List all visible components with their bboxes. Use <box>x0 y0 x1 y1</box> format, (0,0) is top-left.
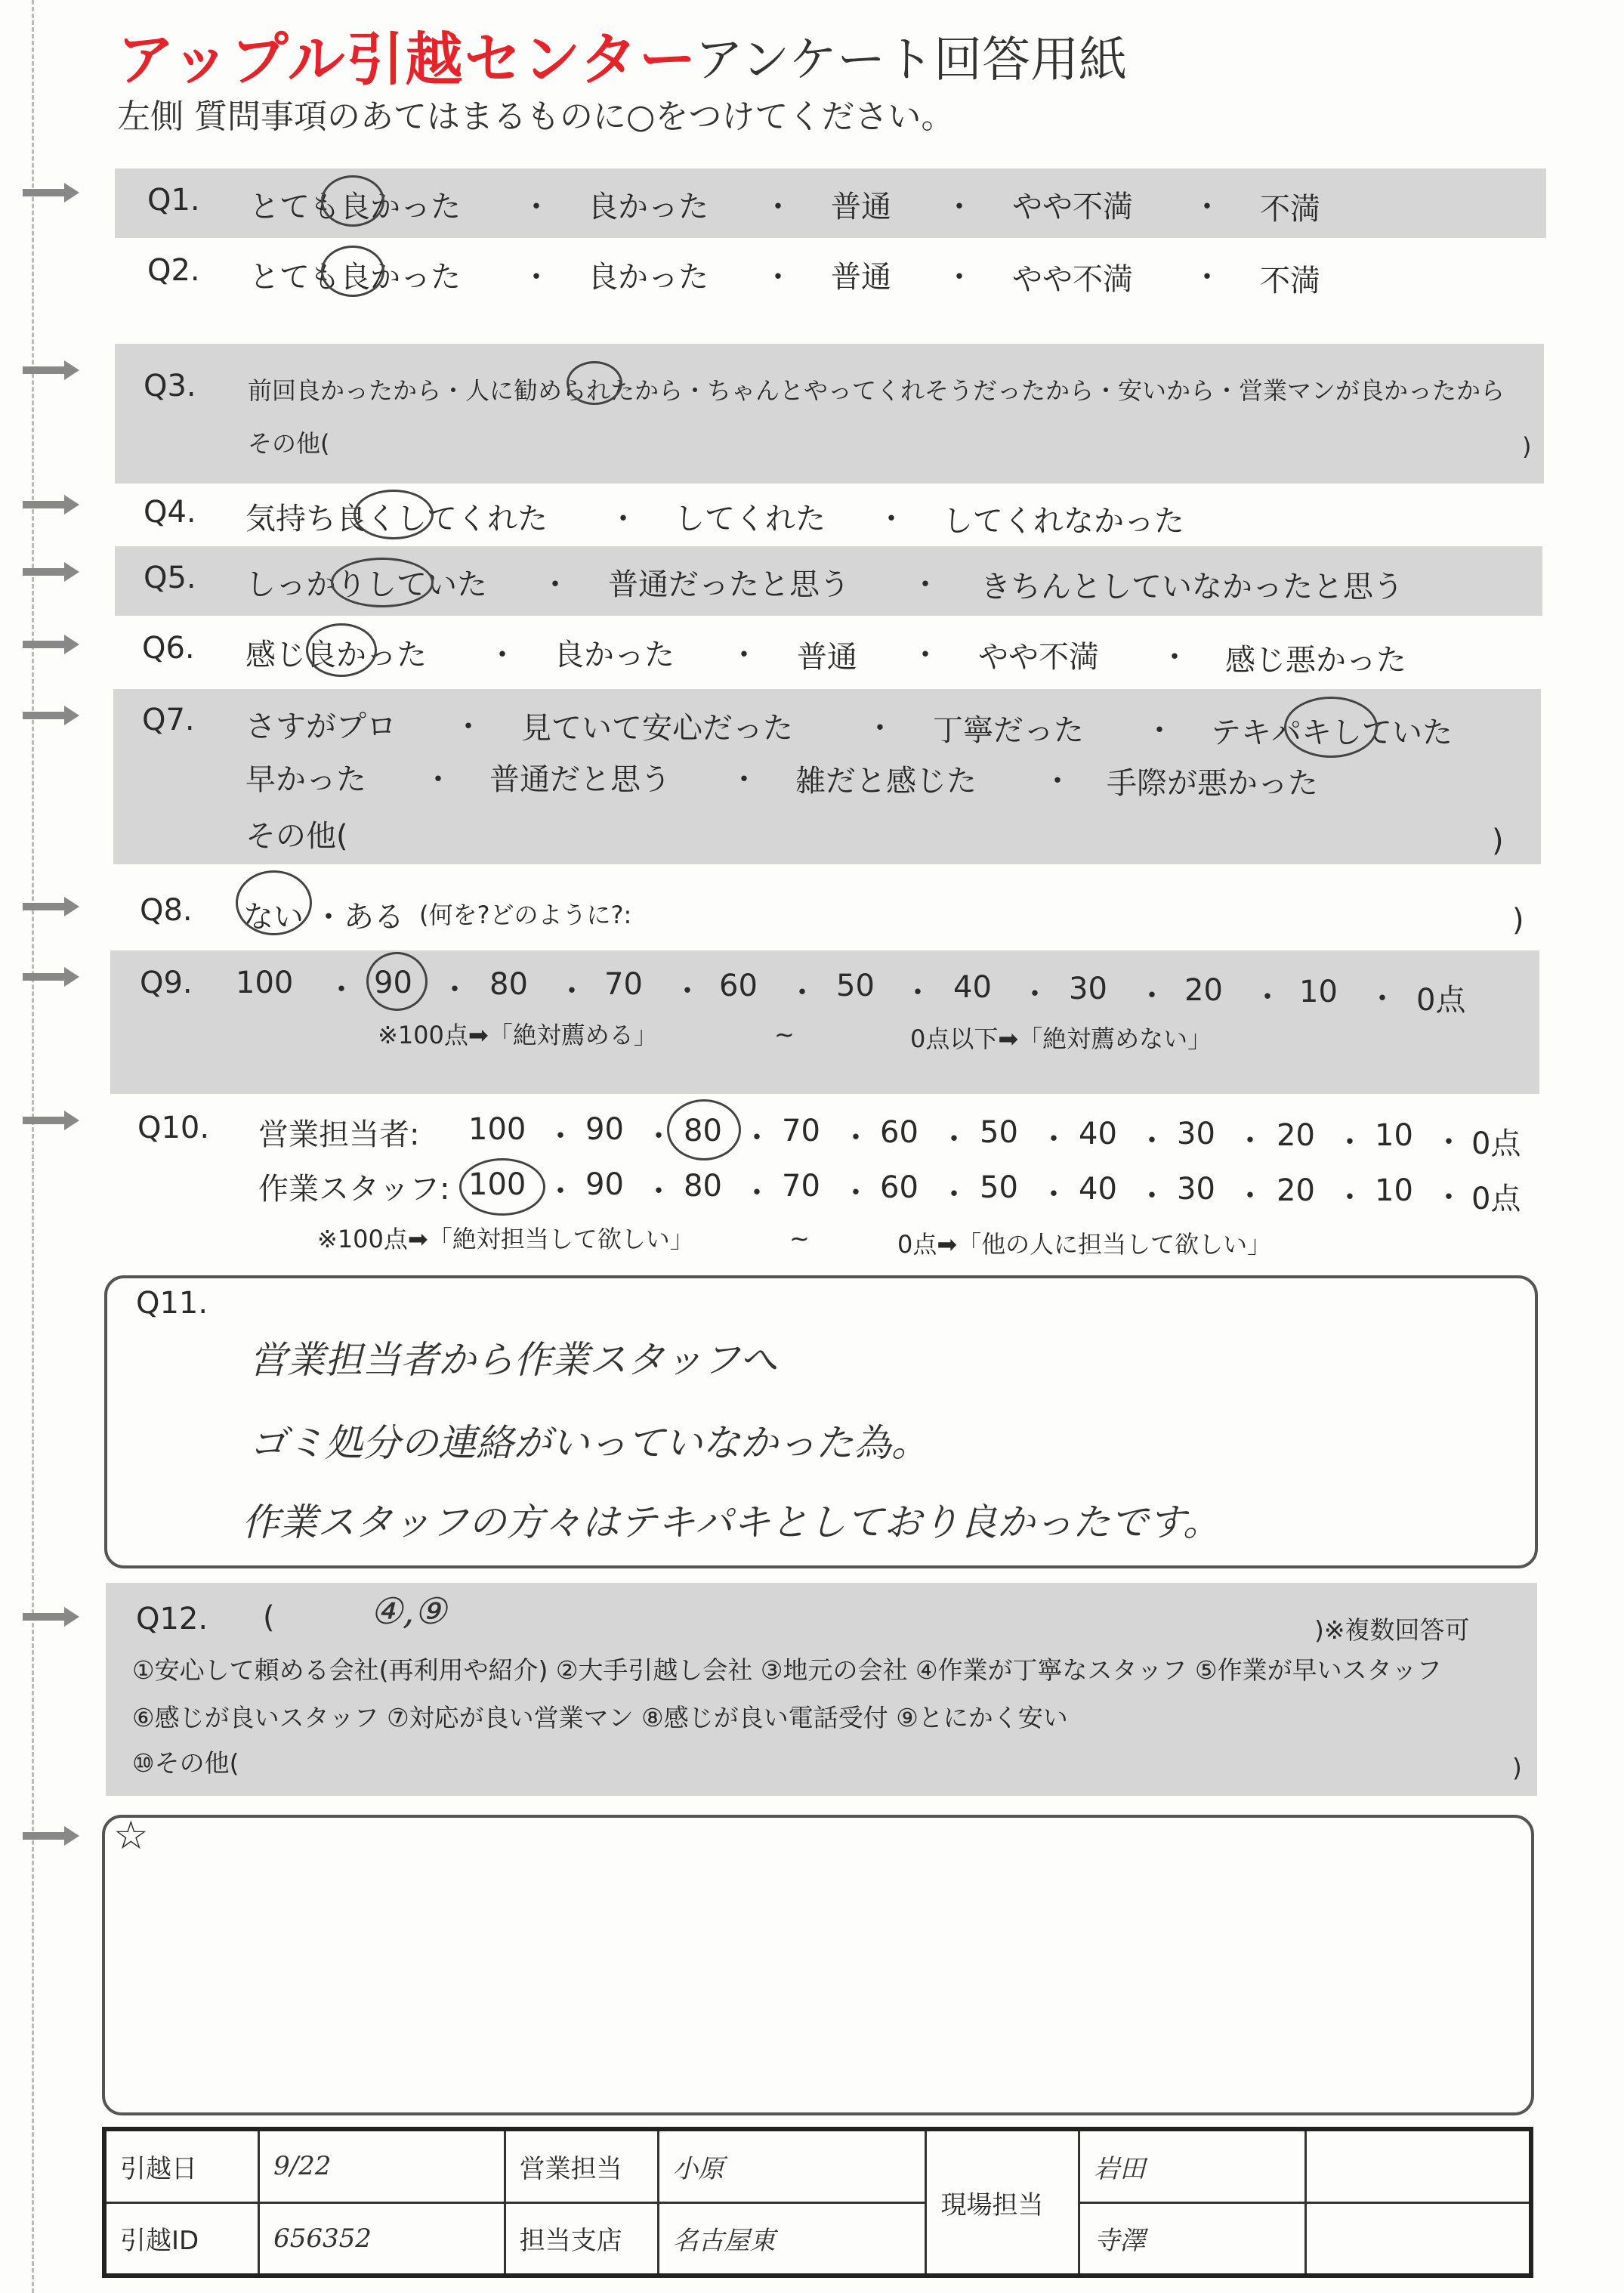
q10-label: Q10. <box>137 1111 210 1145</box>
q9-score-0[interactable]: 0点 <box>1416 983 1466 1018</box>
q10-staff-label: 作業スタッフ: <box>258 1172 450 1207</box>
q9-score-20[interactable]: 20 <box>1184 973 1223 1008</box>
q3-close-paren: ) <box>1522 432 1532 461</box>
dot: ・ <box>903 975 933 1010</box>
dot: ・ <box>1144 713 1175 748</box>
move-id-label: 引越ID <box>104 2202 259 2276</box>
q9-score-100[interactable]: 100 <box>236 966 294 1000</box>
q7-option-2[interactable]: 見ていて安心だった <box>521 711 793 746</box>
dot: ・ <box>440 972 470 1007</box>
q10-staff-30[interactable]: 30 <box>1177 1172 1215 1207</box>
q1-option-1[interactable]: とても良かった <box>249 190 461 224</box>
answer-circle <box>236 870 312 935</box>
q3-band <box>115 344 1544 484</box>
q7-option-1[interactable]: さすがプロ <box>245 709 397 744</box>
arrow-icon <box>23 1605 79 1628</box>
arrow-icon <box>23 493 79 516</box>
q8-option-none[interactable]: ない <box>243 900 304 935</box>
q2-label: Q2. <box>147 253 200 288</box>
answer-circle <box>321 246 384 297</box>
sales-label: 営業担当 <box>505 2129 658 2202</box>
q7-label: Q7. <box>142 703 195 737</box>
sales-value: 小原 <box>658 2129 926 2202</box>
dot: ・ <box>729 638 759 672</box>
dot: ・ <box>1367 981 1397 1016</box>
brand-title: アップル引越センター <box>117 26 698 93</box>
q10-sales-80[interactable]: 80 <box>684 1114 722 1148</box>
dot: ・ <box>742 1176 772 1210</box>
q10-sales-0[interactable]: 0点 <box>1471 1126 1521 1161</box>
arrow-icon <box>23 1109 79 1132</box>
q5-label: Q5. <box>144 561 196 595</box>
q6-option-5[interactable]: 感じ悪かった <box>1225 643 1406 678</box>
q10-sales-60[interactable]: 60 <box>880 1115 919 1150</box>
dot: ・ <box>521 260 551 295</box>
q3-other[interactable]: その他( <box>248 429 330 458</box>
q11-label: Q11. <box>136 1286 208 1321</box>
q10-staff-100[interactable]: 100 <box>468 1167 526 1202</box>
dot: ・ <box>1434 1180 1464 1215</box>
arrow-icon <box>23 966 79 988</box>
q1-option-4[interactable]: やや不満 <box>1012 190 1133 224</box>
dot: ・ <box>787 975 817 1010</box>
form-subtitle: アンケート回答用紙 <box>695 32 1128 88</box>
q9-score-60[interactable]: 60 <box>719 969 758 1003</box>
q2-option-5[interactable]: 不満 <box>1260 264 1320 298</box>
q3-label: Q3. <box>144 369 196 403</box>
q9-score-50[interactable]: 50 <box>836 969 875 1003</box>
q10-note-tilde: ~ <box>789 1224 810 1253</box>
arrow-icon <box>23 704 79 727</box>
q10-sales-90[interactable]: 90 <box>585 1112 624 1147</box>
dot: ・ <box>841 1120 871 1155</box>
q7-option-8[interactable]: 手際が悪かった <box>1107 766 1318 801</box>
q10-sales-40[interactable]: 40 <box>1079 1117 1117 1151</box>
q8-label: Q8. <box>140 893 193 928</box>
dot: ・ <box>487 638 517 672</box>
q5-option-2[interactable]: 普通だったと思う <box>608 567 850 602</box>
q9-note-left: ※100点➡「絶対薦める」 <box>378 1021 658 1049</box>
q10-note-left: ※100点➡「絶対担当して欲しい」 <box>317 1225 694 1253</box>
dot: ・ <box>865 711 895 746</box>
dot: ・ <box>545 1174 576 1209</box>
dot: ・ <box>1335 1180 1365 1215</box>
dot: ・ <box>1137 1179 1167 1213</box>
arrow-icon <box>23 633 79 656</box>
dot: ・ <box>841 1176 871 1210</box>
q10-sales-50[interactable]: 50 <box>980 1115 1018 1150</box>
q9-score-70[interactable]: 70 <box>604 967 643 1002</box>
q10-staff-90[interactable]: 90 <box>585 1167 624 1202</box>
dot: ・ <box>1159 640 1190 675</box>
dot: ・ <box>1335 1125 1365 1160</box>
q4-label: Q4. <box>144 495 196 530</box>
q9-label: Q9. <box>140 966 193 1000</box>
branch-label: 担当支店 <box>505 2202 658 2276</box>
q2-option-1[interactable]: とても良かった <box>249 260 461 295</box>
site-value-2: 寺澤 <box>1079 2202 1306 2276</box>
q8-option-some[interactable]: ・ある <box>313 900 404 935</box>
q10-staff-40[interactable]: 40 <box>1079 1172 1117 1207</box>
q7-option-4[interactable]: テキパキしていた <box>1211 715 1453 750</box>
footer-table <box>102 2127 1533 2278</box>
q9-note-tilde: ~ <box>774 1020 795 1049</box>
q7-option-6[interactable]: 普通だと思う <box>489 762 671 797</box>
dot: ・ <box>944 190 974 224</box>
site-value-1: 岩田 <box>1079 2129 1306 2202</box>
dot: ・ <box>672 974 702 1009</box>
dot: ・ <box>944 260 974 295</box>
dot: ・ <box>326 972 357 1007</box>
q4-option-2[interactable]: してくれた <box>675 502 826 536</box>
q12-open-paren: ( <box>263 1600 275 1635</box>
q2-option-4[interactable]: やや不満 <box>1012 262 1133 297</box>
q10-sales-label: 営業担当者: <box>258 1117 420 1152</box>
q11-line-3: 作業スタッフの方々はテキパキとしており良かったです。 <box>242 1500 1221 1544</box>
dot: ・ <box>540 567 570 602</box>
dot: ・ <box>939 1122 969 1157</box>
q9-score-80[interactable]: 80 <box>489 967 528 1002</box>
q4-option-1[interactable]: 気持ち良くしてくれた <box>245 502 548 536</box>
answer-circle <box>667 1099 741 1160</box>
q6-option-1[interactable]: 感じ良かった <box>245 638 427 672</box>
arrow-icon <box>23 561 79 583</box>
q1-option-2[interactable]: 良かった <box>588 190 709 224</box>
q10-staff-70[interactable]: 70 <box>782 1169 820 1204</box>
dot: ・ <box>939 1177 969 1212</box>
dot: ・ <box>423 762 453 797</box>
q10-staff-0[interactable]: 0点 <box>1471 1182 1521 1216</box>
q1-label: Q1. <box>147 183 200 218</box>
dot: ・ <box>1039 1177 1069 1212</box>
q4-option-3[interactable]: してくれなかった <box>943 504 1184 539</box>
q2-option-2[interactable]: 良かった <box>588 260 709 295</box>
q11-line-1: 営業担当者から作業スタッフへ <box>249 1338 777 1382</box>
q10-note-right: 0点➡「他の人に担当して欲しい」 <box>897 1230 1272 1259</box>
dot: ・ <box>644 1119 674 1154</box>
q10-sales-30[interactable]: 30 <box>1177 1117 1215 1151</box>
q12-multi-note: )※複数回答可 <box>1314 1615 1470 1645</box>
free-comment-box[interactable] <box>102 1815 1534 2115</box>
q9-score-90[interactable]: 90 <box>374 966 412 1000</box>
q9-band <box>110 950 1539 1094</box>
answer-circle <box>1284 697 1378 758</box>
q11-line-2: ゴミ処分の連絡がいっていなかった為。 <box>249 1421 929 1465</box>
star-icon: ☆ <box>113 1813 149 1859</box>
q12-options-row-3[interactable]: ⑩その他( <box>132 1748 239 1778</box>
dot: ・ <box>1192 260 1222 295</box>
q9-score-30[interactable]: 30 <box>1069 972 1107 1006</box>
q5-option-1[interactable]: しっかりしていた <box>245 567 487 602</box>
q9-note-right: 0点以下➡「絶対薦めない」 <box>910 1024 1212 1053</box>
dot: ・ <box>763 260 793 295</box>
answer-circle <box>321 175 384 227</box>
answer-circle <box>459 1158 545 1216</box>
dot: ・ <box>1020 977 1050 1012</box>
q8-close-paren: ) <box>1512 903 1524 938</box>
q10-staff-80[interactable]: 80 <box>684 1169 722 1204</box>
q6-label: Q6. <box>142 631 195 666</box>
q1-option-3[interactable]: 普通 <box>831 190 891 224</box>
dot: ・ <box>1235 1123 1265 1158</box>
q2-option-3[interactable]: 普通 <box>831 260 891 295</box>
branch-value: 名古屋東 <box>658 2202 926 2276</box>
q12-close-paren: ) <box>1512 1753 1522 1782</box>
dot: ・ <box>1252 980 1283 1015</box>
q12-answer[interactable]: ④,⑨ <box>370 1590 447 1633</box>
site-label: 現場担当 <box>926 2129 1079 2276</box>
q5-option-3[interactable]: きちんとしていなかったと思う <box>980 570 1403 604</box>
arrow-icon <box>23 181 79 204</box>
q6-option-4[interactable]: やや不満 <box>978 640 1099 675</box>
dot: ・ <box>763 190 793 224</box>
answer-circle <box>306 623 377 677</box>
q9-score-10[interactable]: 10 <box>1299 975 1338 1009</box>
q6-option-3[interactable]: 普通 <box>797 640 857 675</box>
q12-options-row-2[interactable]: ⑥感じが良いスタッフ ⑦対応が良い営業マン ⑧感じが良い電話受付 ⑨とにかく安い <box>132 1703 1068 1732</box>
q10-sales-70[interactable]: 70 <box>782 1114 820 1148</box>
q3-options[interactable]: 前回良かったから・人に勧められたから・ちゃんとやってくれそうだったから・安いから・営業マンが良かったから <box>248 376 1505 405</box>
dot: ・ <box>1434 1125 1464 1160</box>
dot: ・ <box>1192 190 1222 224</box>
q10-staff-60[interactable]: 60 <box>880 1170 919 1205</box>
dot: ・ <box>910 638 940 672</box>
q6-option-2[interactable]: 良かった <box>554 638 675 672</box>
dot: ・ <box>453 709 483 744</box>
dot: ・ <box>876 502 906 536</box>
dot: ・ <box>1042 764 1073 799</box>
q12-options-row-1[interactable]: ①安心して頼める会社(再利用や紹介) ②大手引越し会社 ③地元の会社 ④作業が丁寧なスタッフ ⑤作業が早いスタッフ <box>132 1655 1442 1685</box>
answer-circle <box>331 558 434 607</box>
dot: ・ <box>644 1174 674 1209</box>
dot: ・ <box>910 567 940 602</box>
dot: ・ <box>521 190 551 224</box>
answer-circle <box>366 952 428 1011</box>
q10-staff-10[interactable]: 10 <box>1375 1173 1413 1208</box>
q8-detail[interactable]: (何を?どのように?: <box>419 901 632 929</box>
q7-other[interactable]: その他( <box>245 819 348 854</box>
q10-staff-50[interactable]: 50 <box>980 1170 1018 1205</box>
q9-score-40[interactable]: 40 <box>953 970 992 1005</box>
empty-cell <box>1305 2129 1531 2202</box>
dot: ・ <box>742 1120 772 1155</box>
torn-edge <box>0 0 34 2293</box>
q7-option-3[interactable]: 丁寧だった <box>933 713 1084 748</box>
dot: ・ <box>1137 978 1167 1013</box>
answer-circle <box>567 361 622 405</box>
arrow-icon <box>23 1825 79 1847</box>
move-id-value: 656352 <box>259 2202 505 2276</box>
move-date-value: 9/22 <box>259 2129 505 2202</box>
q12-label: Q12. <box>136 1602 208 1636</box>
q7-option-5[interactable]: 早かった <box>245 762 366 797</box>
dot: ・ <box>1137 1123 1167 1158</box>
q10-sales-10[interactable]: 10 <box>1375 1118 1413 1153</box>
move-date-label: 引越日 <box>104 2129 259 2202</box>
q7-option-7[interactable]: 雑だと感じた <box>795 764 977 799</box>
q7-close-paren: ) <box>1492 824 1504 858</box>
dot: ・ <box>1235 1179 1265 1213</box>
q10-sales-100[interactable]: 100 <box>468 1112 526 1147</box>
answer-circle <box>354 490 434 539</box>
q1-option-5[interactable]: 不満 <box>1260 192 1320 227</box>
empty-cell <box>1305 2202 1531 2276</box>
arrow-icon <box>23 895 79 918</box>
q10-sales-20[interactable]: 20 <box>1277 1118 1315 1153</box>
dot: ・ <box>557 974 587 1009</box>
dot: ・ <box>608 502 638 536</box>
instruction-text: 左側 質問事項のあてはまるものに○をつけてください。 <box>117 97 955 136</box>
dot: ・ <box>1039 1122 1069 1157</box>
dot: ・ <box>729 762 759 797</box>
dot: ・ <box>545 1119 576 1154</box>
q10-staff-20[interactable]: 20 <box>1277 1173 1315 1208</box>
arrow-icon <box>23 359 79 382</box>
